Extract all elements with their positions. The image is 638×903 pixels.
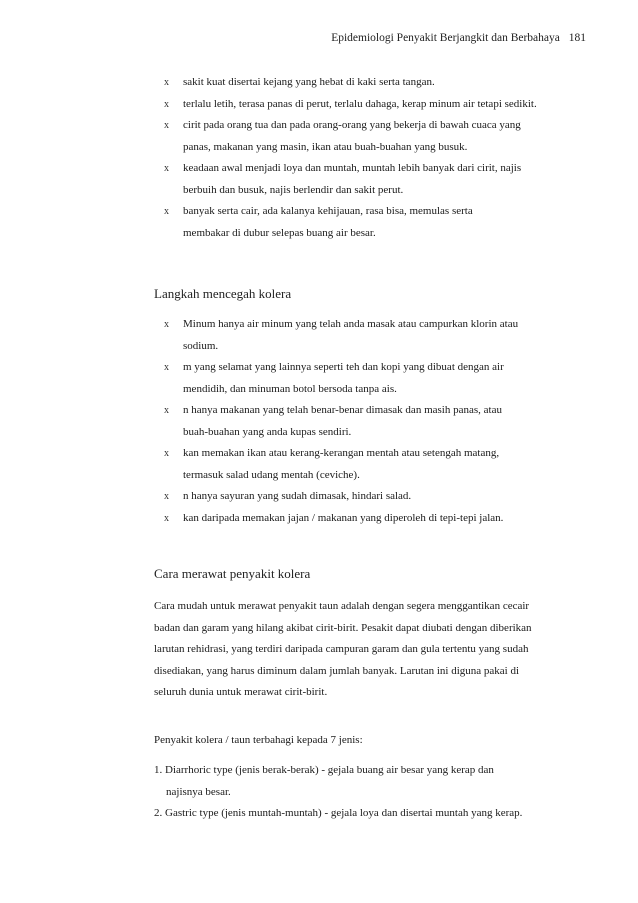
type-line: 1. Diarrhoric type (jenis berak-berak) - gejala buang air besar yang kerap dan — [154, 764, 494, 776]
text-line: sakit kuat disertai kejang yang hebat di kaki serta tangan. — [183, 76, 435, 88]
text-line: berbuih dan busuk, najis berlendir dan sakit perut. — [183, 183, 404, 196]
bullet-marker: x — [164, 98, 169, 110]
type-line: 2. Gastric type (jenis muntah-muntah) - gejala loya dan disertai muntah yang kerap. — [154, 807, 523, 819]
types-list — [154, 760, 554, 825]
text-line: kan daripada memakan jajan / makanan yang diperoleh di tepi-tepi jalan. — [183, 511, 504, 524]
text-line: m yang selamat yang lainnya seperti teh dan kopi yang dibuat dengan air — [183, 361, 504, 373]
page-number: 181 — [568, 32, 586, 44]
paragraph-line: disediakan, yang harus diminum dalam jumlah banyak. Larutan ini diguna pakai di — [154, 664, 520, 677]
list-item-text — [183, 72, 563, 94]
bullet-marker: x — [164, 491, 169, 502]
paragraph-line: badan dan garam yang hilang akibat cirit-birit. Pesakit dapat diubati dengan diberikan — [154, 621, 532, 634]
type-item — [154, 760, 554, 803]
text-line: panas, makanan yang masin, ikan atau buah-buahan yang busuk. — [183, 140, 468, 153]
bullet-marker: x — [164, 319, 169, 330]
text-line: Minum hanya air minum yang telah anda masak atau campurkan klorin atau — [183, 318, 519, 330]
bullet-marker: x — [164, 448, 169, 459]
type-line: najisnya besar. — [166, 785, 231, 798]
list-item-text — [183, 94, 563, 116]
list-item-text — [183, 201, 563, 244]
list-item-text — [183, 400, 563, 443]
list-item-text — [183, 158, 563, 201]
paragraph-line: larutan rehidrasi, yang terdiri daripada campuran garam dan gula tertentu yang sudah — [154, 643, 529, 655]
bullet-marker: x — [164, 405, 169, 416]
paragraph-line: Cara mudah untuk merawat penyakit taun adalah dengan segera menggantikan cecair — [154, 600, 530, 612]
bullet-marker: x — [164, 362, 169, 373]
header-title: Epidemiologi Penyakit Berjangkit dan Berbahaya — [331, 32, 560, 44]
list-item-text — [183, 486, 563, 508]
text-line: banyak serta cair, ada kalanya kehijauan, rasa bisa, memulas serta — [183, 205, 473, 217]
list-item-text — [183, 443, 563, 486]
text-line: mendidih, dan minuman botol bersoda tanpa ais. — [183, 382, 397, 395]
treatment-paragraph — [154, 596, 554, 704]
list-item-text — [183, 314, 563, 357]
text-line: keadaan awal menjadi loya dan muntah, muntah lebih banyak dari cirit, najis — [183, 162, 522, 174]
bullet-marker: x — [164, 512, 169, 524]
text-line: n hanya makanan yang telah benar-benar dimasak dan masih panas, atau — [183, 404, 502, 416]
bullet-marker: x — [164, 120, 169, 131]
section-heading-prevent: Langkah mencegah kolera — [154, 286, 292, 301]
text-line: buah-buahan yang anda kupas sendiri. — [183, 425, 352, 438]
bullet-marker: x — [164, 206, 169, 217]
text-line: sodium. — [183, 339, 219, 352]
bullet-marker: x — [164, 163, 169, 174]
types-intro: Penyakit kolera / taun terbahagi kepada 7 jenis: — [154, 734, 363, 746]
text-line: n hanya sayuran yang sudah dimasak, hindari salad. — [183, 490, 412, 502]
bullet-marker: x — [164, 77, 169, 88]
list-item-text — [183, 508, 563, 530]
text-line: membakar di dubur selepas buang air besar. — [183, 226, 376, 239]
section-heading-treat: Cara merawat penyakit kolera — [154, 566, 311, 581]
type-item — [154, 803, 554, 825]
list-item-text — [183, 115, 563, 158]
text-line: cirit pada orang tua dan pada orang-orang yang bekerja di bawah cuaca yang — [183, 119, 521, 131]
text-line: termasuk salad udang mentah (ceviche). — [183, 468, 360, 481]
list-item-text — [183, 357, 563, 400]
page-header — [331, 32, 586, 44]
paragraph-line: seluruh dunia untuk merawat cirit-birit. — [154, 686, 328, 698]
text-line: kan memakan ikan atau kerang-kerangan mentah atau setengah matang, — [183, 447, 500, 459]
text-line: terlalu letih, terasa panas di perut, terlalu dahaga, kerap minum air tetapi sedikit. — [183, 97, 537, 110]
